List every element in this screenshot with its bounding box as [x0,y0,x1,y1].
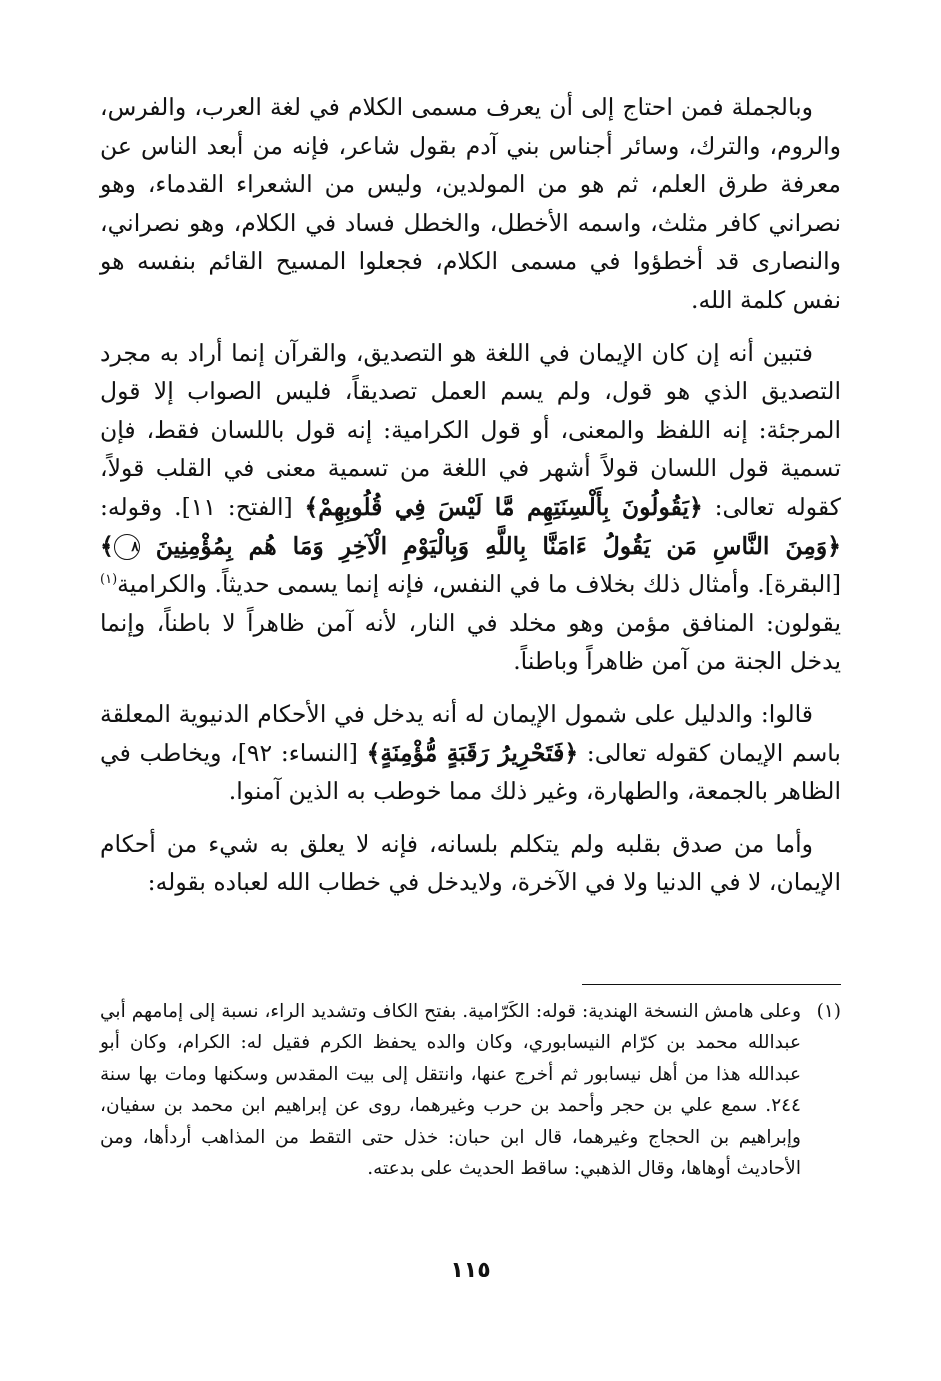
quran-verse-al-baqarah-close: ﴾ [100,531,114,560]
quran-verse-an-nisa: ﴿فَتَحْرِيرُ رَقَبَةٍ مُّؤْمِنَةٍ﴾ [366,738,579,767]
quran-verse-al-fath: ﴿يَقُولُونَ بِأَلْسِنَتِهِم مَّا لَيْسَ فِي قُلُوبِهِمْ﴾ [304,492,703,521]
paragraph-3-text-part2: [النساء: ٩٢]، ويخاطب في الظاهر بالجمعة، والطهارة، وغير ذلك مما خوطب به الذين آمنوا. [100,738,841,806]
quran-verse-al-baqarah [100,532,841,560]
page-number: ١١٥ [450,1258,491,1283]
footnote-1 [100,996,841,1184]
paragraph-2-text-part2: يقولون: المنافق مؤمن وهو مخلد في النار، لأنه آمن ظاهراً لا باطناً، وإنما يدخل الجنة من آمن ظاهراً وباطناً. [100,608,841,676]
footnote-text: وعلى هامش النسخة الهندية: قوله: الكَرّامية. بفتح الكاف وتشديد الراء، نسبة إلى إمامهم أبي عبدالله محمد بن كرّام النيسابوري، وكان والده يحفظ الكرم فقيل له: الكرام، وكان أبو عبدالله هذا من أهل نيسابور ثم أخرج عنها، وانتقل إلى بيت المقدس وسكنها ومات بها سنة ٢٤٤. سمع علي بن حجر وأحمد بن حرب وغيرهما، روى عن إبراهيم ابن محمد بن سفيان، وإبراهيم بن الحجاج وغيرهما، قال ابن حبان: خذل حتى التقط من المذاهب أردأها، ومن الأحاديث أوهاها، وقال الذهبي: ساقط الحديث على بدعته. [100,1001,801,1180]
footnote-separator [582,984,841,985]
paragraph-2 [100,334,841,681]
paragraph-3-text-part1: قالوا: والدليل على شمول الإيمان له أنه يدخل في الأحكام الدنيوية المعلقة باسم الإيمان كقوله تعالى: [100,699,841,767]
footnotes-section [100,996,841,1184]
paragraph-4 [100,825,841,902]
paragraph-4-text: وأما من صدق بقلبه ولم يتكلم بلسانه، فإنه لا يعلق به شيء من أحكام الإيمان، لا في الدنيا ولا في الآخرة، ولايدخل في خطاب الله لعباده بقوله: [100,829,841,897]
paragraph-2-text-part1: فتبين أنه إن كان الإيمان في اللغة هو التصديق، والقرآن إنما أراد به مجرد التصديق الذي هو قول، ولم يسم العمل تصديقاً، فليس الصواب إلا قول المرجئة: إنه اللفظ والمعنى، أو قول الكرامية: إنه قول باللسان فقط، فإن تسمية قول اللسان قولاً أشهر في اللغة من تسمية معنى في القلب قولاً، كقوله تعالى: [100,338,841,521]
paragraph-1-text: وبالجملة فمن احتاج إلى أن يعرف مسمى الكلام في لغة العرب، والفرس، والروم، والترك، وسائر أجناس بني آدم بقول شاعر، فإنه من أبعد الناس عن معرفة طرق العلم، ثم هو من المولدين، وليس من الشعراء القدماء، وهو نصراني كافر مثلث، واسمه الأخطل، والخطل فساد في الكلام، وهو نصراني، والنصارى قد أخطؤوا في مسمى الكلام، فجعلوا المسيح القائم بنفسه هو نفس كلمة الله. [100,93,841,314]
footnote-marker: (١) [816,1001,841,1022]
verse-reference-al-fath: [الفتح: ١١]. وقوله: [100,492,293,521]
quran-verse-al-baqarah-text: ﴿وَمِنَ النَّاسِ مَن يَقُولُ ءَامَنَّا بِاللَّهِ وَبِالْيَوْمِ الْآخِرِ وَمَا هُم بِمُؤْمِنِينَ [155,531,841,560]
footnote-reference-1: (١) [100,572,118,588]
paragraph-3 [100,695,841,811]
verse-reference-al-baqarah: [البقرة]. وأمثال ذلك بخلاف ما في النفس، فإنه إنما يسمى حديثاً. والكرامية [117,570,841,599]
ayah-number-marker: ٨ [114,534,140,560]
paragraph-1 [100,88,841,320]
paragraph-2-content [100,334,841,681]
main-text [100,88,841,902]
paragraph-3-content [100,695,841,811]
